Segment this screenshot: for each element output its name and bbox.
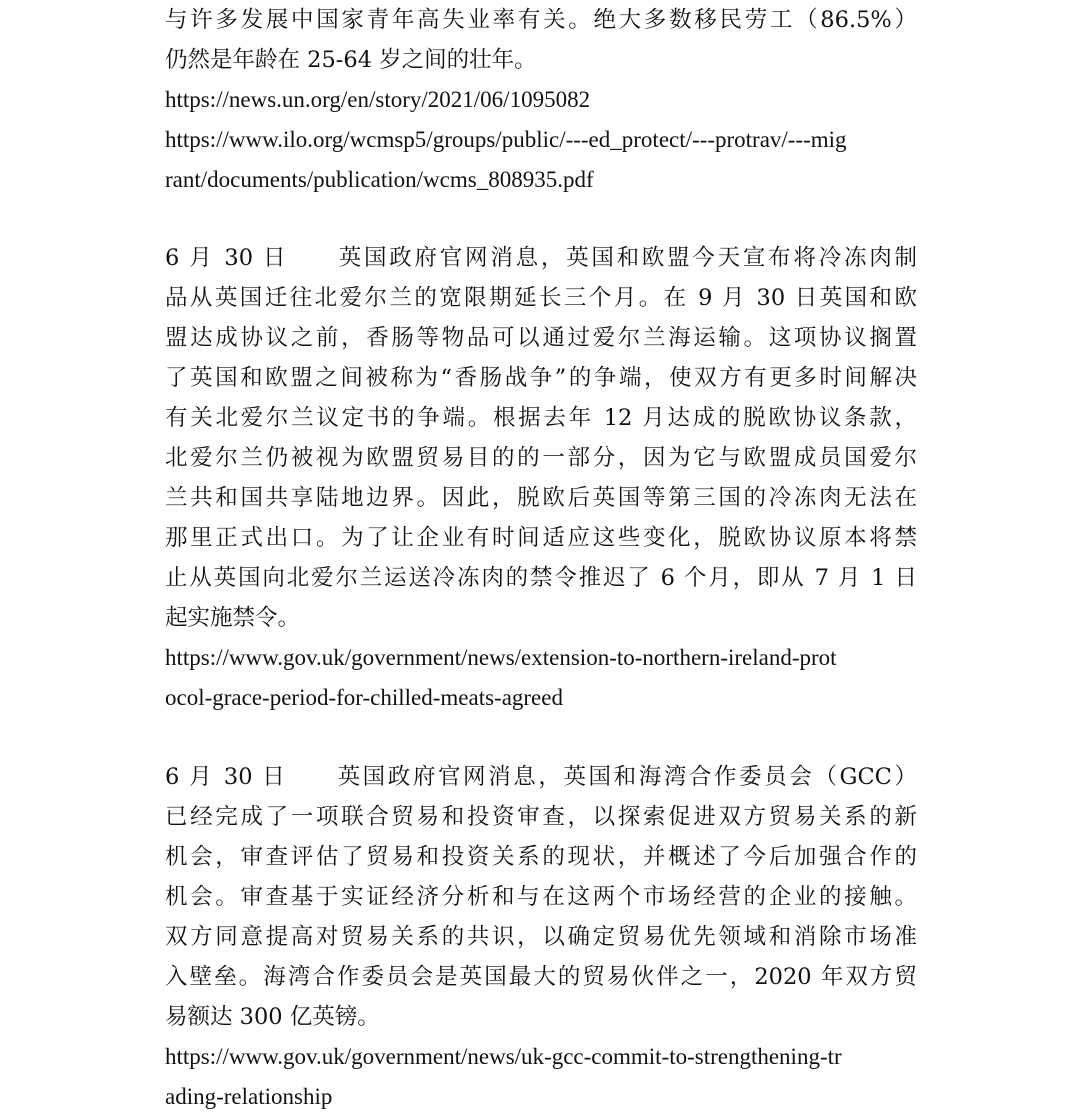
url-line: ocol-grace-period-for-chilled-meats-agreed bbox=[165, 685, 563, 710]
text-line: 双方同意提高对贸易关系的共识，以确定贸易优先领域和消除市场准 bbox=[165, 924, 917, 950]
text-line: 已经完成了一项联合贸易和投资审查，以探索促进双方贸易关系的新 bbox=[165, 804, 917, 830]
url-line: https://news.un.org/en/story/2021/06/1095082 bbox=[165, 87, 591, 112]
text-line: 止从英国向北爱尔兰运送冷冻肉的禁令推迟了 6 个月，即从 7 月 1 日 bbox=[165, 565, 917, 591]
text-line: 6 月 30 日 英国政府官网消息，英国和欧盟今天宣布将冷冻肉制 bbox=[165, 245, 917, 271]
url-line: rant/documents/publication/wcms_808935.pdf bbox=[165, 167, 594, 192]
text-line: 易额达 300 亿英镑。 bbox=[165, 1004, 380, 1030]
text-line: 机会，审查评估了贸易和投资关系的现状，并概述了今后加强合作的 bbox=[165, 844, 917, 870]
text-line: 仍然是年龄在 25-64 岁之间的壮年。 bbox=[165, 47, 537, 73]
url-line: ading-relationship bbox=[165, 1084, 333, 1109]
url-line: https://www.ilo.org/wcmsp5/groups/public/---ed_protect/---protrav/---mig bbox=[165, 127, 847, 152]
text-line: 与许多发展中国家青年高失业率有关。绝大多数移民劳工（86.5%） bbox=[165, 7, 917, 33]
text-line: 有关北爱尔兰议定书的争端。根据去年 12 月达成的脱欧协议条款， bbox=[165, 405, 917, 431]
text-line: 了英国和欧盟之间被称为“香肠战争”的争端，使双方有更多时间解决 bbox=[165, 365, 917, 391]
text-line: 那里正式出口。为了让企业有时间适应这些变化，脱欧协议原本将禁 bbox=[165, 525, 917, 551]
url-line: https://www.gov.uk/government/news/uk-gcc-commit-to-strengthening-tr bbox=[165, 1044, 842, 1069]
text-line: 机会。审查基于实证经济分析和与在这两个市场经营的企业的接触。 bbox=[165, 884, 917, 910]
text-line: 6 月 30 日 英国政府官网消息，英国和海湾合作委员会（GCC） bbox=[165, 764, 917, 790]
text-line: 北爱尔兰仍被视为欧盟贸易目的的一部分，因为它与欧盟成员国爱尔 bbox=[165, 445, 917, 471]
text-line: 入壁垒。海湾合作委员会是英国最大的贸易伙伴之一，2020 年双方贸 bbox=[165, 964, 917, 990]
text-line: 品从英国迁往北爱尔兰的宽限期延长三个月。在 9 月 30 日英国和欧 bbox=[165, 285, 917, 311]
text-line: 盟达成协议之前，香肠等物品可以通过爱尔兰海运输。这项协议搁置 bbox=[165, 325, 917, 351]
url-line: https://www.gov.uk/government/news/extension-to-northern-ireland-prot bbox=[165, 645, 837, 670]
text-line: 起实施禁令。 bbox=[165, 605, 301, 631]
text-line: 兰共和国共享陆地边界。因此，脱欧后英国等第三国的冷冻肉无法在 bbox=[165, 485, 917, 511]
